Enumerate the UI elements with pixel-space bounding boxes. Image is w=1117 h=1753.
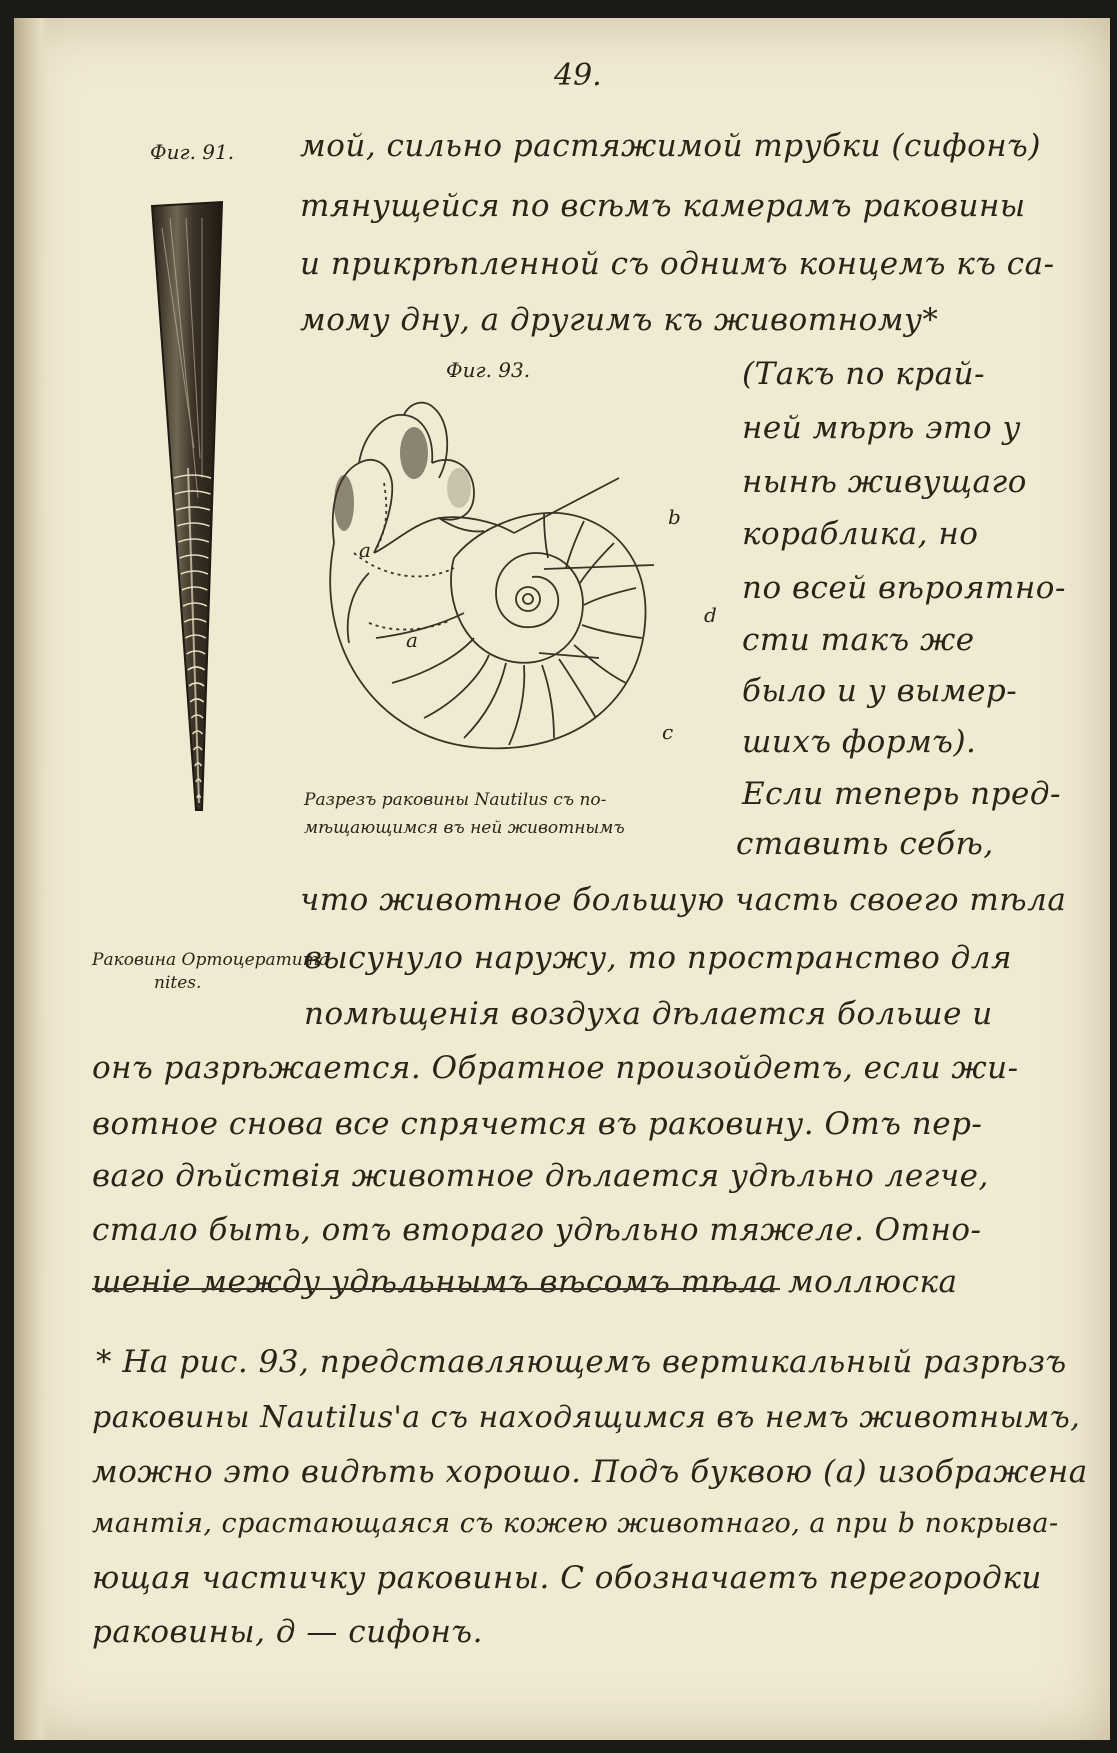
text-line: мой, сильно растяжимой трубки (сифонъ) (300, 128, 1041, 164)
manuscript-page (14, 18, 1110, 1740)
text-line: высунуло наружу, то пространство для (304, 940, 1013, 976)
text-line: было и у вымер- (742, 673, 1018, 709)
text-line: шихъ формъ). (742, 724, 977, 760)
text-line: мому дну, а другимъ къ животному* (300, 302, 939, 338)
text-line: ней мѣрѣ это у (742, 410, 1021, 446)
text-line: что животное большую часть своего тѣла (300, 882, 1067, 918)
fig91-caption-line1: Раковина Ортоцератита (92, 950, 329, 970)
text-line: Если теперь пред- (742, 776, 1061, 812)
text-line: (Такъ по край- (742, 356, 986, 392)
fig93-letter-a-upper: a (359, 538, 371, 562)
text-line: кораблика, но (742, 516, 979, 552)
fig93-letter-d: d (704, 603, 717, 627)
text-line: нынѣ живущаго (742, 464, 1027, 500)
text-line: помѣщенія воздуха дѣлается больше и (304, 996, 993, 1032)
orthoceras-illustration (150, 198, 240, 823)
fig91-caption-line2: nites. (154, 973, 202, 993)
fig91-label: Фиг. 91. (150, 140, 235, 164)
footnote-divider (92, 1288, 780, 1290)
fig93-letter-b: b (668, 505, 681, 529)
text-line: по всей вѣроятно- (742, 570, 1066, 606)
footnote-line: мантія, срастающаяся съ кожею животнаго, а при b покрыва- (92, 1508, 1059, 1539)
text-line: сти такъ же (742, 622, 975, 658)
fig93-caption-line1: Разрезъ раковины Nautilus съ по- (304, 790, 607, 810)
footnote-line: раковины, д — сифонъ. (92, 1614, 483, 1650)
text-line: и прикрѣпленной съ однимъ концемъ къ са- (300, 246, 1055, 282)
fig93-letter-c: c (662, 720, 674, 744)
fig93-label: Фиг. 93. (446, 358, 531, 382)
fig93-letter-a-lower: a (406, 628, 418, 652)
text-line: стало быть, отъ втораго удѣльно тяжеле. Отно- (92, 1212, 982, 1248)
footnote-line: * На рис. 93, представляющемъ вертикальный разрѣзъ (96, 1344, 1067, 1380)
text-line: шеніе между удѣльнымъ вѣсомъ тѣла моллюска (92, 1264, 958, 1300)
text-line: онъ разрѣжается. Обратное произойдетъ, если жи- (92, 1050, 1019, 1086)
text-line: вотное снова все спрячется въ раковину. Отъ пер- (92, 1106, 983, 1142)
footnote-line: раковины Nautilus'а съ находящимся въ немъ животнымъ, (92, 1400, 1081, 1435)
footnote-line: можно это видѣть хорошо. Подъ буквою (а) изображена (92, 1454, 1088, 1490)
fig93-caption-line2: мѣщающимся въ ней животнымъ (304, 818, 625, 838)
nautilus-cross-section-illustration (314, 393, 754, 793)
text-line: ваго дѣйствія животное дѣлается удѣльно легче, (92, 1158, 989, 1194)
footnote-line: ющая частичку раковины. С обозначаетъ перегородки (92, 1560, 1042, 1596)
text-line: тянущейся по всѣмъ камерамъ раковины (300, 188, 1026, 224)
text-line: ставить себѣ, (736, 826, 994, 862)
page-number: 49. (554, 58, 602, 93)
